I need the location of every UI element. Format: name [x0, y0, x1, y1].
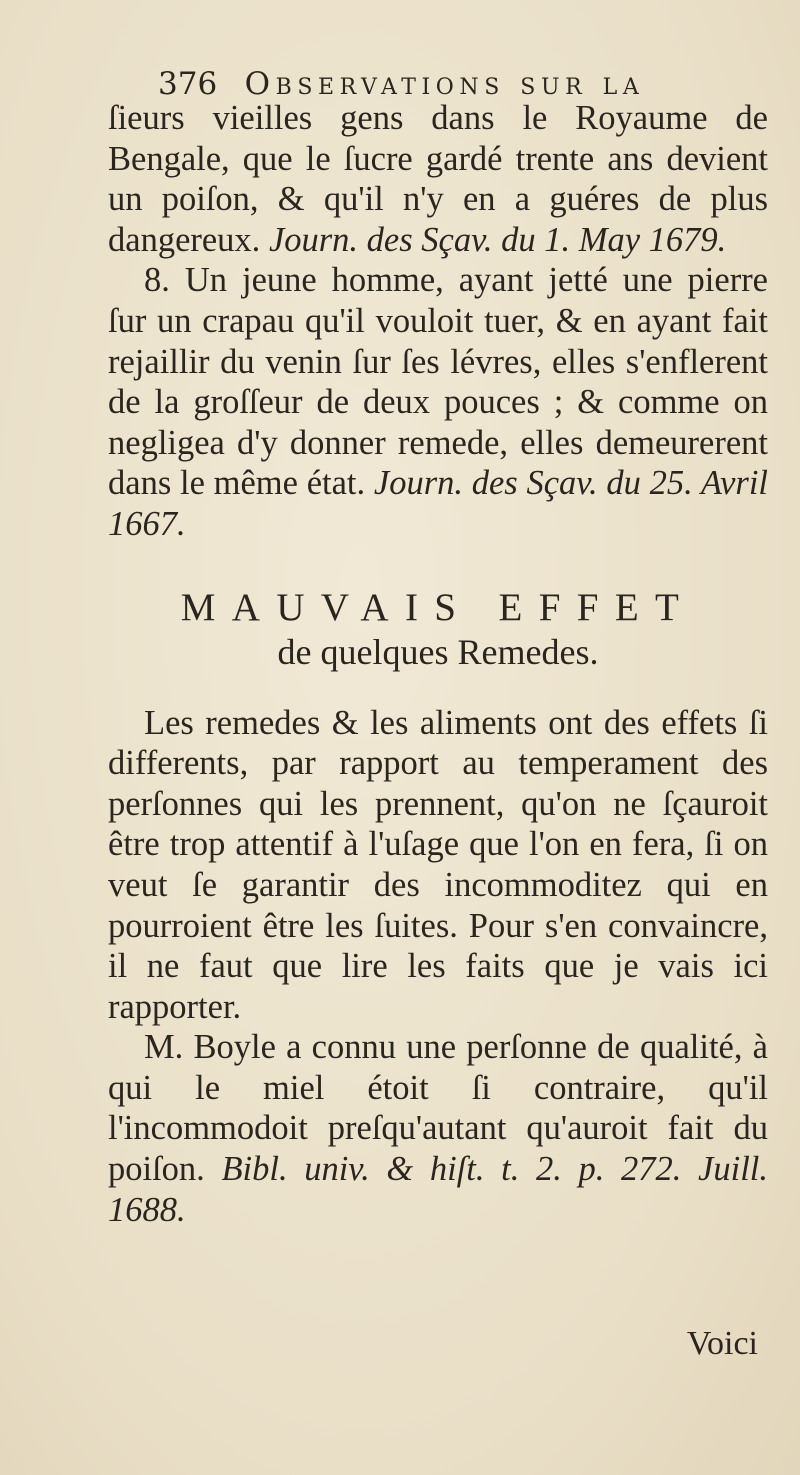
paragraph-2-text: 8. Un jeune homme, ayant jetté une pierre ſur un crapau qu'il vouloit tuer, & en ayant fait rejaillir du venin ſur ſes lévres, elles s'enflerent de la groſſeur de deux pouces ; & comme on negligea d'y donner remede, elles demeurerent dans le même état. — [108, 261, 768, 503]
running-header — [158, 66, 758, 102]
paragraph-1 — [108, 98, 768, 260]
paragraph-4-text: M. Boyle a connu une perſonne de qualité, à qui le miel étoit ſi contraire, qu'il l'incommodoit preſqu'autant qu'auroit fait du poiſon. — [108, 1028, 768, 1189]
section-subtitle: de quelques Remedes. — [277, 631, 599, 672]
paragraph-2 — [108, 260, 768, 544]
page-body — [108, 98, 768, 1230]
paragraph-2-citation: Journ. des Sçav. du 25. Avril 1667. — [108, 464, 769, 543]
paragraph-1-citation: Journ. des Sçav. du 1. May 1679. — [268, 220, 727, 259]
paragraph-3-text: Les remedes & les aliments ont des effets ſi differents, par rapport au temperament des perſonnes qui les prennent, qu'on ne ſçauroit être trop attentif à l'uſage que l'on en fera, ſi on veut ſe garantir des incommoditez qui en pourroient être les ſuites. Pour s'en convaincre, il ne faut que lire les faits que je vais ici rapporter. — [108, 703, 768, 1026]
section-title: MAUVAIS EFFET — [180, 585, 696, 629]
paragraph-4-citation: Bibl. univ. & hiſt. t. 2. p. 272. Juill. 1688. — [108, 1150, 769, 1229]
running-title: Observations sur la — [244, 66, 645, 102]
paragraph-1-text: ſieurs vieilles gens dans le Royaume de Bengale, que le ſucre gardé trente ans devient un poiſon, & qu'il n'y en a guéres de plus dangereux. — [108, 99, 768, 259]
section-heading — [108, 585, 768, 673]
catchword: Voici — [686, 1325, 758, 1362]
page-number: 376 — [158, 66, 218, 102]
paragraph-4 — [108, 1027, 768, 1230]
paragraph-3 — [108, 703, 768, 1028]
